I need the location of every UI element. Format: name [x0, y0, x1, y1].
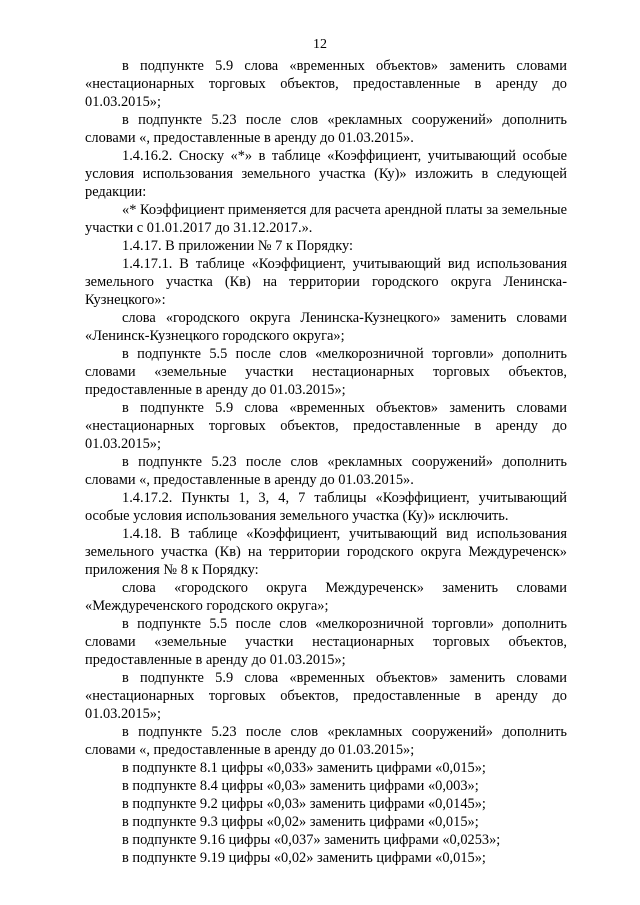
- paragraph: в подпункте 9.16 цифры «0,037» заменить цифрами «0,0253»;: [122, 832, 501, 848]
- paragraph: в подпункте 5.23 после слов «рекламных сооружений» дополнить словами «, предоставленные в аренду до 01.03.2015».: [85, 454, 567, 488]
- paragraph: в подпункте 9.3 цифры «0,02» заменить цифрами «0,015»;: [122, 814, 479, 830]
- paragraph: в подпункте 5.5 после слов «мелкорозничной торговли» дополнить словами «земельные участки нестационарных торговых объектов, предоставленные в аренду до 01.03.2015»;: [85, 346, 567, 398]
- paragraph: в подпункте 8.4 цифры «0,03» заменить цифрами «0,003»;: [122, 778, 479, 794]
- paragraph: в подпункте 5.23 после слов «рекламных сооружений» дополнить словами «, предоставленные в аренду до 01.03.2015».: [85, 112, 567, 146]
- paragraph: 1.4.17. В приложении № 7 к Порядку:: [122, 238, 354, 254]
- paragraph: 1.4.17.2. Пункты 1, 3, 4, 7 таблицы «Коэффициент, учитывающий особые условия использования земельного участка (Ку)» исключить.: [85, 490, 567, 524]
- paragraph: 1.4.17.1. В таблице «Коэффициент, учитывающий вид использования земельного участка (Кв) на территории городского округа Ленинска-Кузнецкого»:: [85, 256, 567, 308]
- document-body: [85, 57, 567, 867]
- paragraph: «* Коэффициент применяется для расчета арендной платы за земельные участки с 01.01.2017 до 31.12.2017.».: [85, 202, 567, 236]
- page-number: 12: [313, 37, 327, 52]
- paragraph: 1.4.18. В таблице «Коэффициент, учитывающий вид использования земельного участка (Кв) на территории городского округа Междуреченск» приложения № 8 к Порядку:: [85, 526, 567, 578]
- paragraph: в подпункте 9.19 цифры «0,02» заменить цифрами «0,015»;: [122, 850, 486, 866]
- paragraph: слова «городского округа Междуреченск» заменить словами «Междуреченского городского округа»;: [85, 580, 567, 614]
- paragraph: слова «городского округа Ленинска-Кузнецкого» заменить словами «Ленинск-Кузнецкого городского округа»;: [85, 310, 567, 344]
- paragraph: в подпункте 5.9 слова «временных объектов» заменить словами «нестационарных торговых объектов, предоставленные в аренду до 01.03.2015»;: [85, 400, 567, 452]
- paragraph: в подпункте 9.2 цифры «0,03» заменить цифрами «0,0145»;: [122, 796, 486, 812]
- paragraph: в подпункте 5.9 слова «временных объектов» заменить словами «нестационарных торговых объектов, предоставленные в аренду до 01.03.2015»;: [85, 58, 567, 110]
- paragraph: в подпункте 5.9 слова «временных объектов» заменить словами «нестационарных торговых объектов, предоставленные в аренду до 01.03.2015»;: [85, 670, 567, 722]
- paragraph: в подпункте 8.1 цифры «0,033» заменить цифрами «0,015»;: [122, 760, 486, 776]
- paragraph: 1.4.16.2. Сноску «*» в таблице «Коэффициент, учитывающий особые условия использования земельного участка (Ку)» изложить в следующей редакции:: [85, 148, 567, 200]
- paragraph: в подпункте 5.23 после слов «рекламных сооружений» дополнить словами «, предоставленные в аренду до 01.03.2015»;: [85, 724, 567, 758]
- paragraph: в подпункте 5.5 после слов «мелкорозничной торговли» дополнить словами «земельные участки нестационарных торговых объектов, предоставленные в аренду до 01.03.2015»;: [85, 616, 567, 668]
